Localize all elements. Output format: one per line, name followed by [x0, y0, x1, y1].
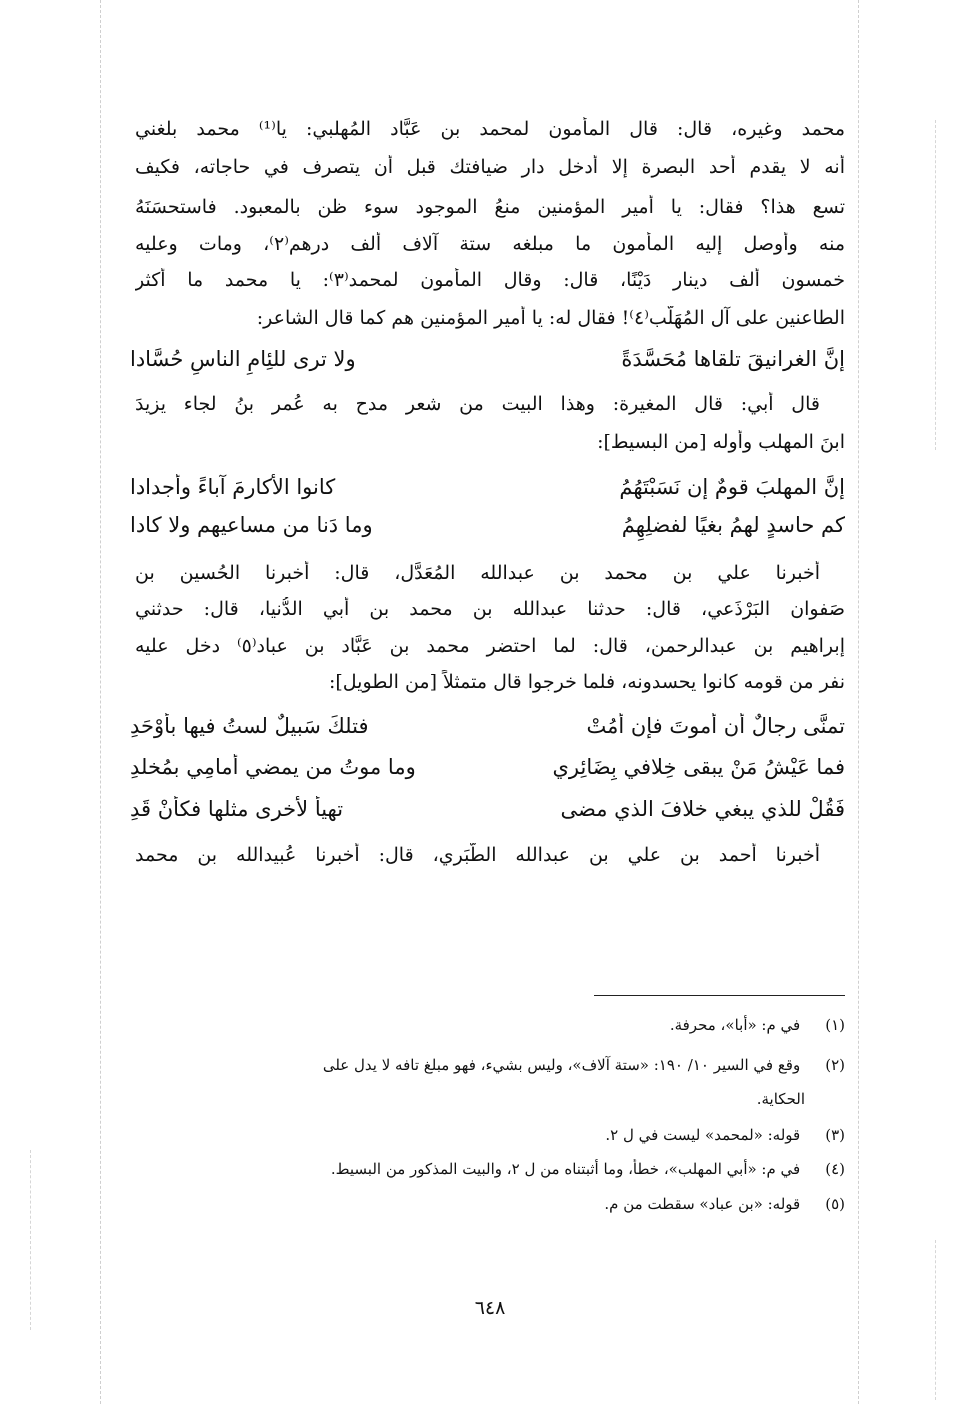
poem-verse [130, 796, 845, 826]
footnote-separator [594, 995, 845, 996]
poem-verse [130, 754, 845, 784]
scan-guide-line [858, 0, 859, 1404]
verse-first-hemistich: فما عَيْشُ مَنْ يبقى خِلافي بِضَائِري [552, 755, 845, 779]
scan-guide-line [100, 0, 101, 1404]
verse-second-hemistich: وما دَنا من مساعيهم ولا كادا [130, 513, 373, 537]
footnote-text: قوله: «بن عباد» سقطت من م. [604, 1195, 801, 1213]
footnote-number: (١) [825, 1016, 845, 1034]
text-line: منه وأوصل إليه المأمون ما مبلغه ستة آلاف ألف درهم⁽٢⁾، ومات وعليه [135, 233, 845, 255]
scan-guide-line [935, 120, 936, 450]
poem-verse [130, 713, 845, 743]
verse-first-hemistich: إنَّ المهلبَ قومٌ إن نَسَبْتَهُمُ [619, 475, 845, 499]
text-line: نفر من قومه كانوا يحسدونه، فلما خرجوا قال متمثلاً [من الطويل]: [328, 671, 845, 693]
footnote-text: وقع في السير ١٠/ ١٩٠: «ستة آلاف»، وليس بشيء، فهو مبلغ تافه لا يدل على [322, 1056, 801, 1074]
text-line: قال أبي: قال المغيرة: وهذا البيت من شعر مدح به عُمر بنُ لجاء يزيدَ [135, 393, 820, 415]
scan-guide-line [935, 1240, 936, 1400]
footnote-text: قوله: «لمحمد» ليست في ل ٢. [605, 1126, 801, 1144]
text-line: خمسون ألف دينار دَيْنًا، قال: وقال المأمون لمحمد⁽٣⁾: يا محمد ما أكثر [135, 269, 845, 291]
verse-first-hemistich: كم حاسدٍ لهمُ بغيًا لفضلِهِمُ [621, 513, 845, 537]
text-line: أنه لا يقدم أحد البصرة إلا أدخل دار ضيافتك قبل أن يتصرف في حاجاته، فكيف [135, 156, 845, 178]
footnote-text: في م: «أبي المهلب»، خطأ، وما أثبتناه من ل ٢، والبيت المذكور من البسيط. [330, 1160, 801, 1178]
poem-verse [130, 346, 845, 376]
footnote-number: (٢) [825, 1056, 845, 1074]
footnote-text: في م: «أبا»، محرفة. [669, 1016, 801, 1034]
verse-first-hemistich: تمنَّى رجالٌ أن أموتَ فإن أمُتْ [586, 714, 845, 738]
footnote [135, 1055, 845, 1075]
footnote-number: (٤) [825, 1160, 845, 1178]
verse-second-hemistich: فتلكَ سَبيلٌ لستُ فيها بأوْحَدِ [130, 714, 369, 738]
verse-first-hemistich: إنَّ الغرانيقَ تلقاها مُحَسَّدَةً [621, 347, 845, 371]
text-line: تسع هذا؟ فقال: يا أمير المؤمنين منعُ الموجود سوء ظن بالمعبود. فاستحسَنَهُ [135, 196, 845, 218]
verse-second-hemistich: وما موتُ من يمضي أمامِي بمُخلدِ [130, 755, 416, 779]
verse-first-hemistich: فَقُلْ للذي يبغي خلافَ الذي مضى [560, 797, 845, 821]
footnote [135, 1194, 845, 1214]
verse-second-hemistich: كانوا الأكارمَ آباءً وأجدادا [130, 475, 336, 499]
footnote [135, 1159, 845, 1179]
verse-second-hemistich: ولا ترى للئِامِ الناسِ حُسَّادا [130, 347, 356, 371]
footnote-number: (٣) [825, 1126, 845, 1144]
poem-verse [130, 474, 845, 504]
text-line: إبراهيم بن عبدالرحمن، قال: لما احتضر محمد بن عَبَّاد بن عباد⁽٥⁾ دخل عليه [135, 635, 845, 657]
footnote [135, 1015, 845, 1035]
page-number: ٦٤٨ [474, 1297, 506, 1319]
poem-verse [130, 512, 845, 542]
text-line: محمد وغيره، قال: قال المأمون لمحمد بن عَبَّاد المُهلبي: يا⁽¹⁾ محمد بلغني [135, 118, 845, 140]
footnote [135, 1125, 845, 1145]
scan-guide-line [30, 1150, 31, 1330]
text-line: الطاعنين على آل المُهَلَّب⁽٤⁾! فقال له: يا أمير المؤمنين هم كما قال الشاعر: [256, 307, 845, 329]
text-line: ابنَ المهلب وأوله [من البسيط]: [597, 431, 845, 453]
footnote-continuation: الحكاية. [756, 1090, 805, 1108]
text-line: أخبرنا أحمد بن علي بن عبدالله الطَّبَري، قال: أخبرنا عُبيدالله بن محمد [135, 844, 820, 866]
footnote-number: (٥) [825, 1195, 845, 1213]
verse-second-hemistich: تهيأْ لأخرى مثلها فكأنْ قَدِ [130, 797, 344, 821]
text-line: صَفوان البَرْذَعي، قال: حدثنا عبدالله بن محمد بن أبي الدُّنيا، قال: حدثني [135, 598, 845, 620]
text-line: أخبرنا علي بن محمد بن عبدالله المُعَدَّل، قال: أخبرنا الحُسين بن [135, 562, 820, 584]
